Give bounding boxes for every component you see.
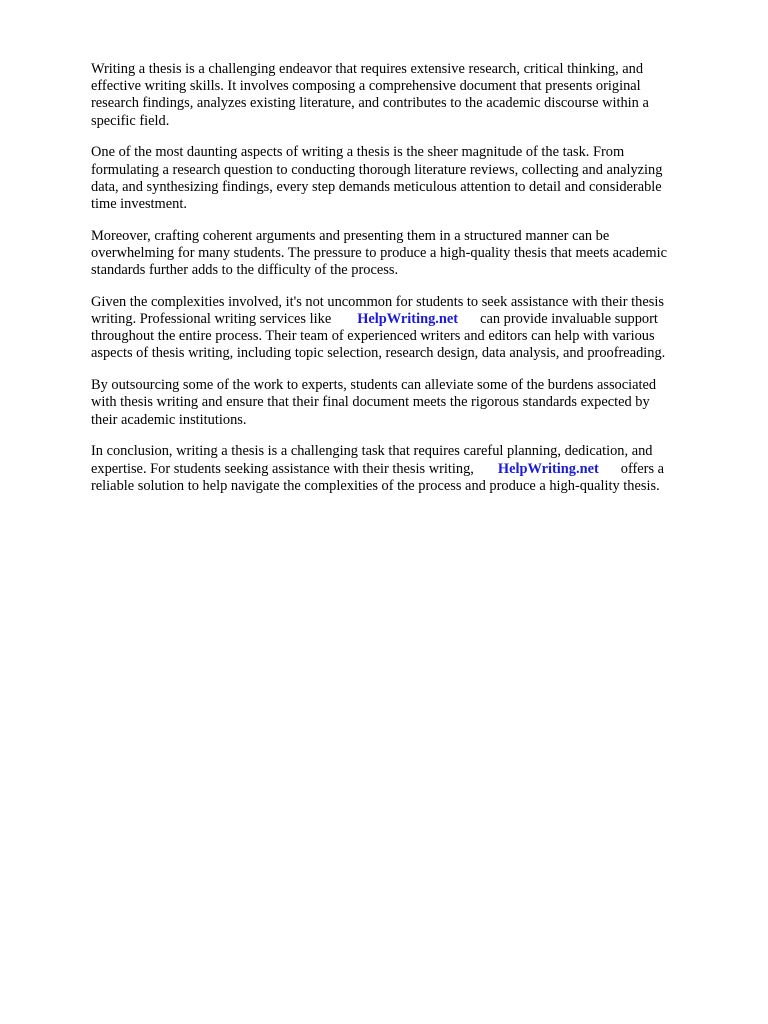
text-line: standards further adds to the difficulty of the process. bbox=[91, 262, 399, 279]
paragraph-magnitude bbox=[91, 144, 721, 213]
text-line: specific field. bbox=[91, 112, 170, 129]
text-segment: offers a bbox=[620, 460, 665, 477]
text-line: with thesis writing and ensure that their final document meets the rigorous standards expected by bbox=[91, 394, 650, 411]
text-segment: writing. Professional writing services like bbox=[91, 311, 332, 328]
text-line: reliable solution to help navigate the complexities of the process and produce a high-quality thesis. bbox=[91, 477, 660, 494]
document-page bbox=[91, 61, 721, 510]
text-line: formulating a research question to conducting thorough literature reviews, collecting and analyzing bbox=[91, 161, 663, 178]
text-line: throughout the entire process. Their team of experienced writers and editors can help with various bbox=[91, 328, 655, 345]
text-segment: can provide invaluable support bbox=[480, 311, 658, 328]
paragraph-assistance bbox=[91, 294, 721, 363]
text-line: their academic institutions. bbox=[91, 411, 247, 428]
text-line: aspects of thesis writing, including topic selection, research design, data analysis, and proofreading. bbox=[91, 345, 666, 362]
text-line: research findings, analyzes existing literature, and contributes to the academic discourse within a bbox=[91, 95, 649, 112]
text-line: Moreover, crafting coherent arguments and presenting them in a structured manner can be bbox=[91, 227, 610, 244]
text-line: overwhelming for many students. The pressure to produce a high-quality thesis that meets academic bbox=[91, 244, 667, 261]
paragraph-outsourcing bbox=[91, 377, 721, 429]
text-line: data, and synthesizing findings, every step demands meticulous attention to detail and considerable bbox=[91, 178, 662, 195]
text-line-with-link bbox=[91, 311, 721, 328]
text-line: Writing a thesis is a challenging endeavor that requires extensive research, critical thinking, and bbox=[91, 61, 644, 77]
text-line: time investment. bbox=[91, 195, 187, 212]
text-line-with-link bbox=[91, 461, 721, 478]
helpwriting-link[interactable]: HelpWriting.net bbox=[357, 311, 459, 328]
text-segment: expertise. For students seeking assistance with their thesis writing, bbox=[91, 460, 474, 477]
text-line: One of the most daunting aspects of writing a thesis is the sheer magnitude of the task. From bbox=[91, 144, 625, 161]
paragraph-conclusion bbox=[91, 443, 721, 495]
text-line: effective writing skills. It involves composing a comprehensive document that presents original bbox=[91, 78, 641, 95]
text-line: By outsourcing some of the work to experts, students can alleviate some of the burdens associated bbox=[91, 377, 657, 394]
paragraph-intro bbox=[91, 61, 721, 130]
paragraph-arguments bbox=[91, 228, 721, 280]
text-line: In conclusion, writing a thesis is a challenging task that requires careful planning, dedication, and bbox=[91, 443, 653, 460]
helpwriting-link[interactable]: HelpWriting.net bbox=[497, 460, 599, 477]
text-line: Given the complexities involved, it's not uncommon for students to seek assistance with their thesis bbox=[91, 293, 664, 310]
